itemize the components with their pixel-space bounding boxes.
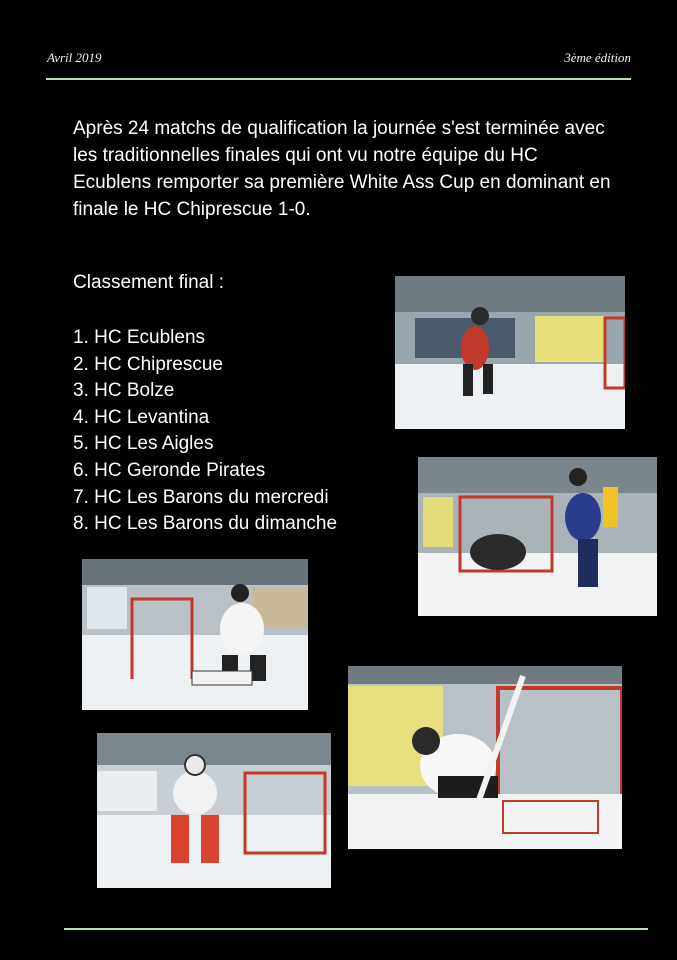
ranking-item: 7. HC Les Barons du mercredi — [73, 486, 329, 508]
ranking-item: 5. HC Les Aigles — [73, 433, 214, 455]
edition-label: 3ème édition — [564, 50, 631, 65]
ranking-item: 2. HC Chiprescue — [73, 353, 223, 375]
ranking-item: 6. HC Geronde Pirates — [73, 459, 266, 481]
intro-paragraph: Après 24 matchs de qualification la journée s'est terminée avec les traditionnelles finales qui ont vu notre équipe du HC Ecublens remporter sa première White Ass Cup en dominant en finale le HC Chiprescue 1-0. — [73, 118, 611, 220]
photo-goal-action — [418, 457, 657, 616]
ranking-title: Classement final : — [73, 272, 225, 293]
ranking-item: 3. HC Bolze — [73, 380, 175, 402]
photo-goalie-save — [348, 666, 622, 849]
ranking-list — [73, 325, 337, 538]
photo-goalie-standing — [97, 733, 331, 888]
ranking-item: 1. HC Ecublens — [73, 327, 206, 348]
bottom-divider — [64, 928, 648, 930]
photo-goalie-net — [82, 559, 308, 710]
ranking-item: 4. HC Levantina — [73, 406, 210, 428]
top-divider — [46, 78, 631, 80]
photo-skater — [395, 276, 625, 429]
ranking-item: 8. HC Les Barons du dimanche — [73, 513, 338, 535]
issue-date: Avril 2019 — [47, 50, 102, 65]
